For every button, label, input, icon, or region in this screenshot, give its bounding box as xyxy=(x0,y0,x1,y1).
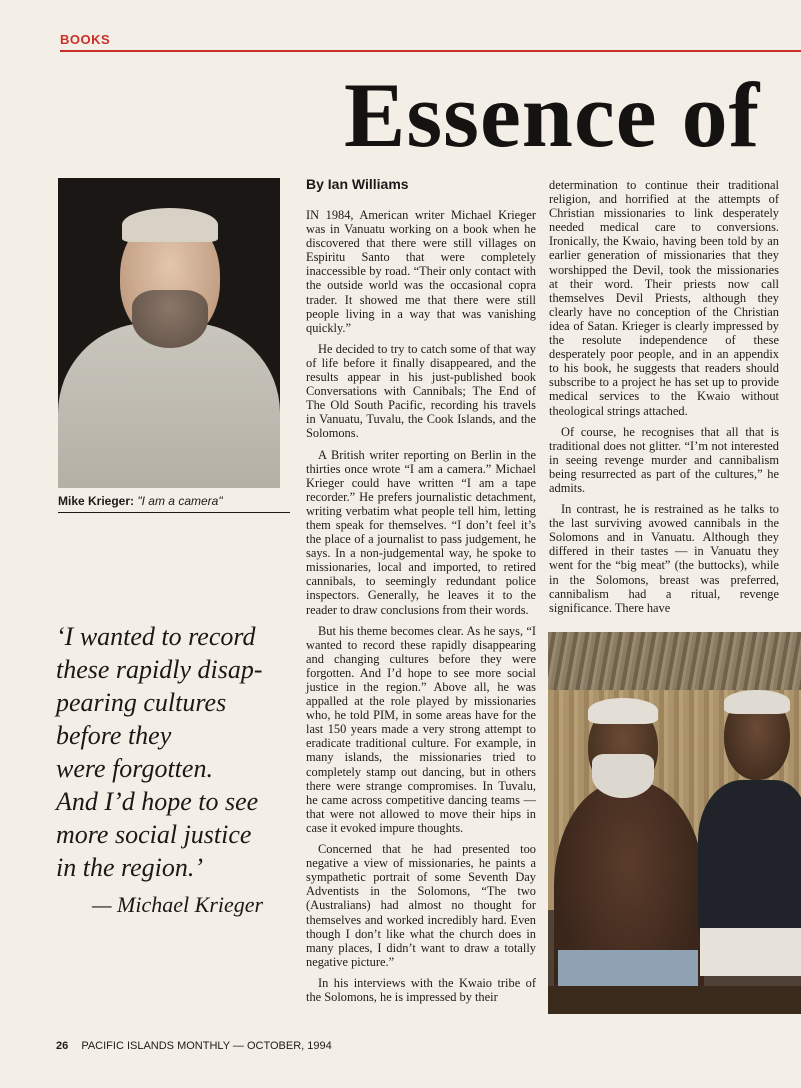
elders-photo xyxy=(548,632,801,1014)
pull-quote-line: pearing cultures xyxy=(56,688,227,717)
pull-quote-line: ‘I wanted to record xyxy=(56,622,256,651)
paragraph: He decided to try to catch some of that way of life before it finally disappeared, and the results appear in his just-published book Conversations with Cannibals; The End of The Old South Pacific, recording his travels in Vanuatu, Tuvalu, the Cook Islands, and the Solomons. xyxy=(306,341,536,441)
page-number: 26 xyxy=(56,1040,69,1052)
section-tag: BOOKS xyxy=(60,32,111,47)
paragraph: In contrast, he is restrained as he talks to the last surviving avowed cannibals in the Solomons and in Vanuatu. Although they differed in their tastes — in Vanuatu they went for the “big meat” (the buttocks), while in the Solomons, breast was preferred, cannibalism had a ritual, revenge significance. There have xyxy=(549,502,779,615)
caption-rule xyxy=(58,512,290,513)
headline: Essence of xyxy=(344,64,761,166)
pull-quote-line: in the region.’ xyxy=(56,853,204,882)
author-photo xyxy=(58,178,280,488)
pull-quote xyxy=(56,620,296,921)
caption-quote: "I am a camera" xyxy=(137,494,223,508)
publication-line: PACIFIC ISLANDS MONTHLY — OCTOBER, 1994 xyxy=(81,1040,332,1052)
byline: By Ian Williams xyxy=(306,176,409,192)
page-footer xyxy=(56,1040,332,1052)
caption-name: Mike Krieger: xyxy=(58,494,135,508)
article-column-middle xyxy=(306,208,536,1011)
paragraph: IN 1984, American writer Michael Krieger was in Vanuatu working on a book when he discovered that there were still villages on Espiritu Santo that were completely inaccessible by road. “Their only contact with the outside world was the occasional copra trader. It showed me that there were still people living in a way that was vanishing quickly.” xyxy=(306,208,536,335)
paragraph: A British writer reporting on Berlin in the thirties once wrote “I am a camera.” Michael Krieger could have written “I am a tape recorder.” He prefers journalistic detachment, writing verbatim what people tell him, letting them speak for themselves. “I don’t feel it’s the place of a journalist to pass judgement, he says. In a non-judgemental way, he spoke to missionaries, local and imported, to retired cannibals, to seemingly redundant police inspectors. Generally, he leaves it to the reader to draw conclusions from their words. xyxy=(306,447,536,617)
paragraph: In his interviews with the Kwaio tribe of the Solomons, he is impressed by their xyxy=(306,975,536,1004)
photo-caption xyxy=(58,494,280,508)
paragraph: But his theme becomes clear. As he says, “I wanted to record these rapidly disappearing and changing cultures before they were forgotten. And I’d hope to see more social justice in the region.” Above all, he was appalled at the role played by missionaries who, he told PIM, in some areas have for the last 150 years made a very strong attempt to eradicate traditional culture. For example, in many islands, the missionaries tried to completely stamp out dancing, but in others there were strange compromises. In Tuvalu, he came across competitive dancing teams — that were not allowed to move their hips in case it evoked impure thoughts. xyxy=(306,623,536,835)
pull-quote-attribution: — Michael Krieger xyxy=(92,892,264,917)
pull-quote-line: And I’d hope to see xyxy=(56,787,259,816)
section-rule xyxy=(60,50,801,52)
pull-quote-line: were forgotten. xyxy=(56,754,213,783)
paragraph: Concerned that he had presented too negative a view of missionaries, he paints a sympathetic portrait of some Seventh Day Adventists in the Solomons, “The two (Australians) had almost no thought for themselves and worked incredibly hard. Even though I don’t like what the church does in many places, I didn’t want to draw a totally negative picture.” xyxy=(306,842,536,969)
paragraph: determination to continue their traditional religion, and horrified at the attempts of Christian missionaries to link desperately needed medical care to conversions. Ironically, the Kwaio, having been told by an earlier generation of missionaries that they worshipped the Devil, took the missionaries at their word. Their priests now call themselves Devil Priests, although they clearly have no conception of the Christian idea of Satan. Krieger is clearly impressed by the resolute independence of these desperately poor people, and in an appendix to his book, he suggests that readers should subscribe to a project he has set up to provide medical services to the Kwaio without theological strings attached. xyxy=(549,178,779,418)
pull-quote-line: more social justice xyxy=(56,820,252,849)
pull-quote-line: before they xyxy=(56,721,172,750)
pull-quote-line: these rapidly disap- xyxy=(56,655,263,684)
paragraph: Of course, he recognises that all that is traditional does not glitter. “I’m not interested in seeing revenge murder and cannibalism being resurrected as part of the cultures,” he admits. xyxy=(549,424,779,495)
article-column-right xyxy=(549,178,779,622)
